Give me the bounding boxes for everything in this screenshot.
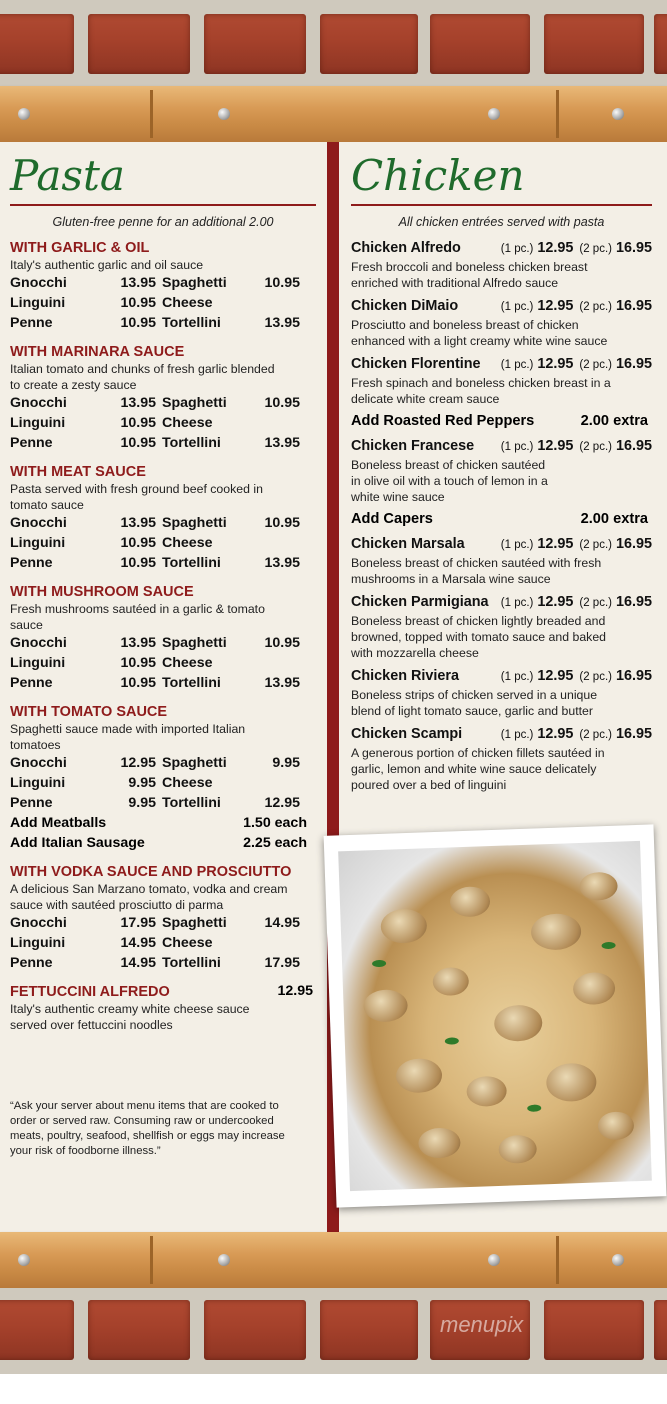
pasta-price: 13.95 (264, 315, 300, 331)
chicken-item-header (351, 725, 652, 745)
chicken-item-header (351, 437, 652, 457)
add-on-price: 1.50 each (243, 815, 307, 831)
chicken-item-desc: Boneless strips of chicken served in a unique blend of light tomato sauce, garlic and butter (351, 688, 598, 718)
chicken-item (351, 535, 652, 587)
chicken-item (351, 355, 652, 431)
pasta-section-title: WITH TOMATO SAUCE (10, 704, 168, 720)
pasta-section (10, 703, 316, 853)
pasta-price (256, 653, 306, 673)
pasta-section (10, 863, 316, 973)
chicken-item-header (351, 667, 652, 687)
chicken-item-header (351, 355, 652, 375)
pasta-price: 14.95 (264, 915, 300, 931)
portion-label: (1 pc.) (500, 597, 534, 609)
pasta-type: Spaghetti (162, 635, 227, 651)
add-on-label: Add Capers (351, 511, 433, 527)
chicken-item-desc: Boneless breast of chicken sautéed in olive oil with a touch of lemon in a white wine sauce (351, 458, 548, 504)
pasta-price: 10.95 (120, 415, 156, 431)
chicken-item (351, 725, 652, 793)
pasta-section-title: WITH MEAT SAUCE (10, 464, 146, 480)
pasta-price: 14.95 (120, 935, 156, 951)
pasta-price: 17.95 (120, 915, 156, 931)
portion-price: 16.95 (615, 536, 652, 552)
pasta-type: Cheese (162, 935, 213, 951)
chicken-item (351, 437, 652, 529)
pasta-section-title: WITH VODKA SAUCE AND PROSCIUTTO (10, 864, 292, 880)
chicken-add-on (351, 509, 648, 529)
portion-price: 12.95 (537, 594, 574, 610)
pasta-type: Linguini (10, 295, 66, 311)
chicken-item (351, 667, 652, 719)
add-on-price: 2.00 extra (580, 413, 648, 429)
pasta-price: 9.95 (272, 755, 300, 771)
pasta-rule (10, 204, 316, 206)
food-safety-disclaimer: “Ask your server about menu items that are cooked to order or served raw. Consuming raw or undercooked meats, poultry, seafood, shellfish or eggs may increase your risk of foodborne illness.” (10, 1100, 285, 1157)
pasta-price: 14.95 (120, 955, 156, 971)
pasta-price (256, 413, 306, 433)
chicken-item-desc: Fresh spinach and boneless chicken breast in a delicate white cream sauce (351, 376, 611, 406)
pasta-price: 10.95 (120, 535, 156, 551)
pasta-type: Cheese (162, 535, 213, 551)
pasta-section (10, 239, 316, 333)
pasta-type: Linguini (10, 415, 66, 431)
pasta-price: 13.95 (120, 635, 156, 651)
pasta-type: Penne (10, 795, 53, 811)
alfredo-desc: Italy's authentic creamy white cheese sauce served over fettuccini noodles (10, 1002, 250, 1032)
portion-label: (1 pc.) (500, 729, 534, 741)
pasta-type: Penne (10, 955, 53, 971)
chicken-item-name: Chicken Scampi (351, 726, 463, 742)
portion-label: (1 pc.) (500, 441, 534, 453)
add-on-label: Add Roasted Red Peppers (351, 413, 535, 429)
pasta-price: 10.95 (264, 635, 300, 651)
pasta-section-desc: A delicious San Marzano tomato, vodka and cream sauce with sautéed prosciutto di parma (10, 882, 288, 912)
chicken-heading: Chicken (351, 151, 525, 200)
chicken-item (351, 593, 652, 661)
pasta-type: Spaghetti (162, 515, 227, 531)
pasta-price: 13.95 (264, 675, 300, 691)
portion-label: (2 pc.) (579, 671, 612, 683)
portion-label: (2 pc.) (579, 243, 612, 255)
pasta-type: Penne (10, 675, 53, 691)
alfredo-block (10, 983, 316, 1033)
pasta-type: Cheese (162, 415, 213, 431)
pasta-type: Penne (10, 435, 53, 451)
portion-price: 16.95 (615, 240, 652, 256)
pasta-price: 13.95 (120, 515, 156, 531)
pasta-price: 17.95 (264, 955, 300, 971)
portion-label: (1 pc.) (500, 359, 534, 371)
pasta-type: Tortellini (162, 955, 221, 971)
pasta-heading: Pasta (10, 151, 125, 200)
pasta-price-grid (10, 753, 316, 813)
chicken-item-name: Chicken Marsala (351, 536, 465, 552)
portion-label: (2 pc.) (579, 301, 612, 313)
portion-label: (1 pc.) (500, 301, 534, 313)
chicken-item-name: Chicken Alfredo (351, 240, 461, 256)
pasta-price: 10.95 (264, 515, 300, 531)
pasta-type: Gnocchi (10, 275, 67, 291)
portion-label: (2 pc.) (579, 359, 612, 371)
portion-price: 12.95 (537, 298, 574, 314)
pasta-type: Cheese (162, 775, 213, 791)
portion-label: (2 pc.) (579, 441, 612, 453)
chicken-item (351, 297, 652, 349)
portion-price: 16.95 (615, 726, 652, 742)
pasta-price: 10.95 (120, 435, 156, 451)
portion-price: 16.95 (615, 356, 652, 372)
chicken-item-name: Chicken Riviera (351, 668, 459, 684)
pasta-section-title: WITH GARLIC & OIL (10, 240, 150, 256)
chicken-item-header (351, 593, 652, 613)
pasta-price: 10.95 (264, 395, 300, 411)
pasta-price: 9.95 (128, 795, 156, 811)
top-brick-wall (0, 0, 667, 90)
chicken-item (351, 239, 652, 291)
portion-price: 12.95 (537, 726, 574, 742)
pasta-type: Gnocchi (10, 395, 67, 411)
pasta-column (10, 148, 316, 1159)
pasta-type: Gnocchi (10, 755, 67, 771)
chicken-add-on (351, 411, 648, 431)
pasta-plate-image (338, 841, 652, 1191)
portion-price: 16.95 (615, 438, 652, 454)
portion-price: 16.95 (615, 298, 652, 314)
alfredo-price: 12.95 (277, 983, 313, 999)
portion-label: (1 pc.) (500, 243, 534, 255)
pasta-sections (10, 239, 316, 973)
chicken-item-name: Chicken Parmigiana (351, 594, 489, 610)
portion-label: (1 pc.) (500, 539, 534, 551)
pasta-type: Tortellini (162, 675, 221, 691)
pasta-type: Linguini (10, 535, 66, 551)
chicken-item-header (351, 535, 652, 555)
pasta-type: Tortellini (162, 555, 221, 571)
pasta-price: 10.95 (120, 675, 156, 691)
bottom-wood-plank (0, 1232, 667, 1288)
pasta-price: 12.95 (120, 755, 156, 771)
add-on-label: Add Meatballs (10, 815, 107, 831)
chicken-item-desc: A generous portion of chicken fillets sautéed in garlic, lemon and white wine sauce delicately poured over a bed of linguini (351, 746, 605, 792)
chicken-item-name: Chicken DiMaio (351, 298, 459, 314)
pasta-section (10, 463, 316, 573)
pasta-price-grid (10, 513, 316, 573)
pasta-section-desc: Italian tomato and chunks of fresh garlic blended to create a zesty sauce (10, 362, 275, 392)
pasta-type: Gnocchi (10, 915, 67, 931)
chicken-note: All chicken entrées served with pasta (398, 215, 605, 229)
pasta-section (10, 343, 316, 453)
pasta-add-on (10, 833, 307, 853)
pasta-type: Tortellini (162, 435, 221, 451)
portion-price: 12.95 (537, 536, 574, 552)
pasta-type: Gnocchi (10, 515, 67, 531)
pasta-section-desc: Spaghetti sauce made with imported Italian tomatoes (10, 722, 246, 752)
chicken-column (351, 148, 652, 799)
pasta-type: Spaghetti (162, 395, 227, 411)
portion-price: 16.95 (615, 594, 652, 610)
portion-label: (2 pc.) (579, 729, 612, 741)
pasta-price: 9.95 (128, 775, 156, 791)
portion-label: (2 pc.) (579, 539, 612, 551)
pasta-type: Linguini (10, 775, 66, 791)
pasta-price: 10.95 (120, 315, 156, 331)
pasta-section-title: WITH MUSHROOM SAUCE (10, 584, 194, 600)
pasta-price-grid (10, 393, 316, 453)
portion-price: 12.95 (537, 356, 574, 372)
portion-price: 12.95 (537, 240, 574, 256)
pasta-section (10, 583, 316, 693)
portion-price: 12.95 (537, 668, 574, 684)
pasta-type: Spaghetti (162, 755, 227, 771)
chicken-item-desc: Boneless breast of chicken lightly breaded and browned, topped with tomato sauce and baked with mozzarella cheese (351, 614, 606, 660)
pasta-price: 13.95 (264, 555, 300, 571)
pasta-section-desc: Fresh mushrooms sautéed in a garlic & tomato sauce (10, 602, 265, 632)
chicken-item-name: Chicken Florentine (351, 356, 481, 372)
pasta-section-title: WITH MARINARA SAUCE (10, 344, 185, 360)
add-on-price: 2.00 extra (580, 511, 648, 527)
chicken-items (351, 239, 652, 793)
add-on-price: 2.25 each (243, 835, 307, 851)
pasta-type: Linguini (10, 935, 66, 951)
pasta-price: 10.95 (120, 555, 156, 571)
chicken-item-header (351, 239, 652, 259)
top-wood-plank (0, 86, 667, 142)
pasta-price-grid (10, 273, 316, 333)
pasta-price: 13.95 (120, 395, 156, 411)
pasta-note: Gluten-free penne for an additional 2.00 (52, 215, 274, 229)
pasta-type: Cheese (162, 295, 213, 311)
chicken-dish-photo (324, 824, 667, 1207)
pasta-price (256, 773, 306, 793)
pasta-price (256, 533, 306, 553)
portion-label: (1 pc.) (500, 671, 534, 683)
pasta-price (256, 933, 306, 953)
pasta-price: 13.95 (120, 275, 156, 291)
chicken-item-desc: Prosciutto and boneless breast of chicken enhanced with a light creamy white wine sauce (351, 318, 608, 348)
portion-price: 12.95 (537, 438, 574, 454)
pasta-price: 10.95 (120, 655, 156, 671)
bottom-brick-wall (0, 1288, 667, 1374)
pasta-price (256, 293, 306, 313)
pasta-price-grid (10, 633, 316, 693)
pasta-type: Penne (10, 315, 53, 331)
pasta-type: Cheese (162, 655, 213, 671)
chicken-item-desc: Boneless breast of chicken sautéed with fresh mushrooms in a Marsala wine sauce (351, 556, 602, 586)
pasta-price: 13.95 (264, 435, 300, 451)
add-on-label: Add Italian Sausage (10, 835, 145, 851)
pasta-price: 10.95 (120, 295, 156, 311)
pasta-price-grid (10, 913, 316, 973)
pasta-type: Linguini (10, 655, 66, 671)
pasta-type: Gnocchi (10, 635, 67, 651)
pasta-type: Tortellini (162, 315, 221, 331)
pasta-price: 12.95 (264, 795, 300, 811)
pasta-price: 10.95 (264, 275, 300, 291)
alfredo-title: FETTUCCINI ALFREDO (10, 984, 170, 1000)
chicken-rule (351, 204, 652, 206)
pasta-type: Spaghetti (162, 915, 227, 931)
portion-price: 16.95 (615, 668, 652, 684)
chicken-item-name: Chicken Francese (351, 438, 475, 454)
pasta-type: Tortellini (162, 795, 221, 811)
watermark: menupix (440, 1312, 524, 1337)
chicken-item-desc: Fresh broccoli and boneless chicken breast enriched with traditional Alfredo sauce (351, 260, 588, 290)
chicken-item-header (351, 297, 652, 317)
pasta-section-desc: Pasta served with fresh ground beef cooked in tomato sauce (10, 482, 263, 512)
portion-label: (2 pc.) (579, 597, 612, 609)
pasta-type: Penne (10, 555, 53, 571)
pasta-add-on (10, 813, 307, 833)
pasta-type: Spaghetti (162, 275, 227, 291)
pasta-section-desc: Italy's authentic garlic and oil sauce (10, 258, 204, 272)
